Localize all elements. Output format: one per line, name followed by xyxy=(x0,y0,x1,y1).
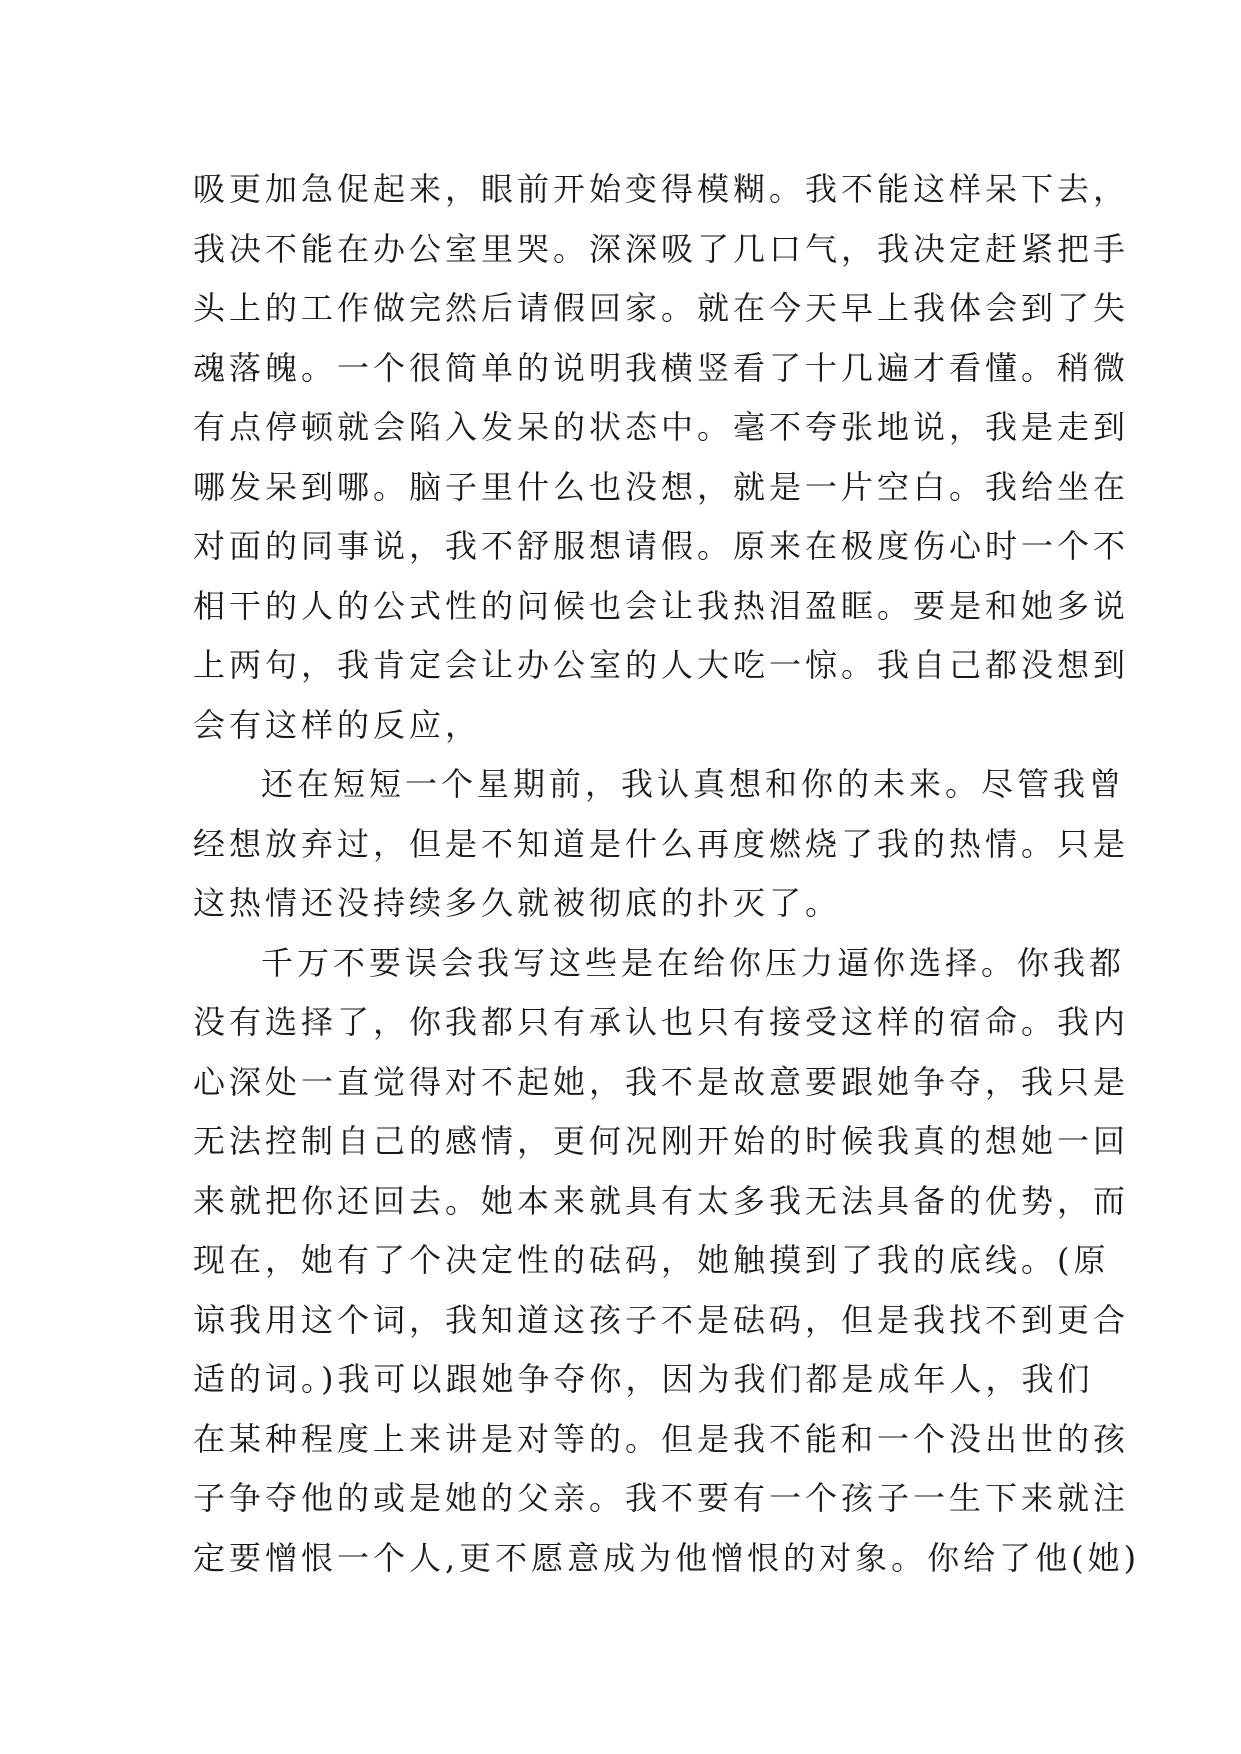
text-line: 子争夺他的或是她的父亲。我不要有一个孩子一生下来就注 xyxy=(193,1479,1130,1517)
paragraph-first-line: 还在短短一个星期前，我认真想和你的未来。尽管我曾 xyxy=(261,765,1126,803)
text-line: 定要憎恨一个人,更不愿意成为他憎恨的对象。你给了他(她) xyxy=(193,1538,1141,1577)
text-line: 来就把你还回去。她本来就具有太多我无法具备的优势，而 xyxy=(193,1181,1130,1220)
paragraph-first-line: 千万不要误会我写这些是在给你压力逼你选择。你我都 xyxy=(261,943,1126,982)
text-line: 吸更加急促起来，眼前开始变得模糊。我不能这样呆下去， xyxy=(193,170,1130,208)
text-line: 头上的工作做完然后请假回家。就在今天早上我体会到了失 xyxy=(193,289,1130,327)
text-line: 有点停顿就会陷入发呆的状态中。毫不夸张地说，我是走到 xyxy=(193,408,1130,446)
text-line: 无法控制自己的感情，更何况刚开始的时候我真的想她一回 xyxy=(193,1122,1130,1160)
text-line: 现在，她有了个决定性的砝码，她触摸到了我的底线。(原 xyxy=(193,1241,1110,1279)
text-line: 这热情还没持续多久就被彻底的扑灭了。 xyxy=(193,884,842,922)
text-line: 我决不能在办公室里哭。深深吸了几口气，我决定赶紧把手 xyxy=(193,229,1130,268)
text-line: 谅我用这个词，我知道这孩子不是砝码，但是我找不到更合 xyxy=(193,1300,1130,1339)
body-text xyxy=(193,160,1141,1588)
text-line: 没有选择了，你我都只有承认也只有接受这样的宿命。我内 xyxy=(193,1003,1130,1041)
text-line: 经想放弃过，但是不知道是什么再度燃烧了我的热情。只是 xyxy=(193,824,1130,863)
text-line: 魂落魄。一个很简单的说明我横竖看了十几遍才看懂。稍微 xyxy=(193,348,1130,387)
text-line: 上两句，我肯定会让办公室的人大吃一惊。我自己都没想到 xyxy=(193,646,1130,684)
text-line: 对面的同事说，我不舒服想请假。原来在极度伤心时一个不 xyxy=(193,527,1130,565)
text-line: 会有这样的反应， xyxy=(193,705,482,744)
text-line: 在某种程度上来讲是对等的。但是我不能和一个没出世的孩 xyxy=(193,1419,1130,1458)
text-line: 哪发呆到哪。脑子里什么也没想，就是一片空白。我给坐在 xyxy=(193,467,1130,506)
text-line: 适的词。)我可以跟她争夺你，因为我们都是成年人，我们 xyxy=(193,1360,1094,1398)
text-line: 心深处一直觉得对不起她，我不是故意要跟她争夺，我只是 xyxy=(193,1062,1130,1101)
text-line: 相干的人的公式性的问候也会让我热泪盈眶。要是和她多说 xyxy=(193,586,1130,625)
